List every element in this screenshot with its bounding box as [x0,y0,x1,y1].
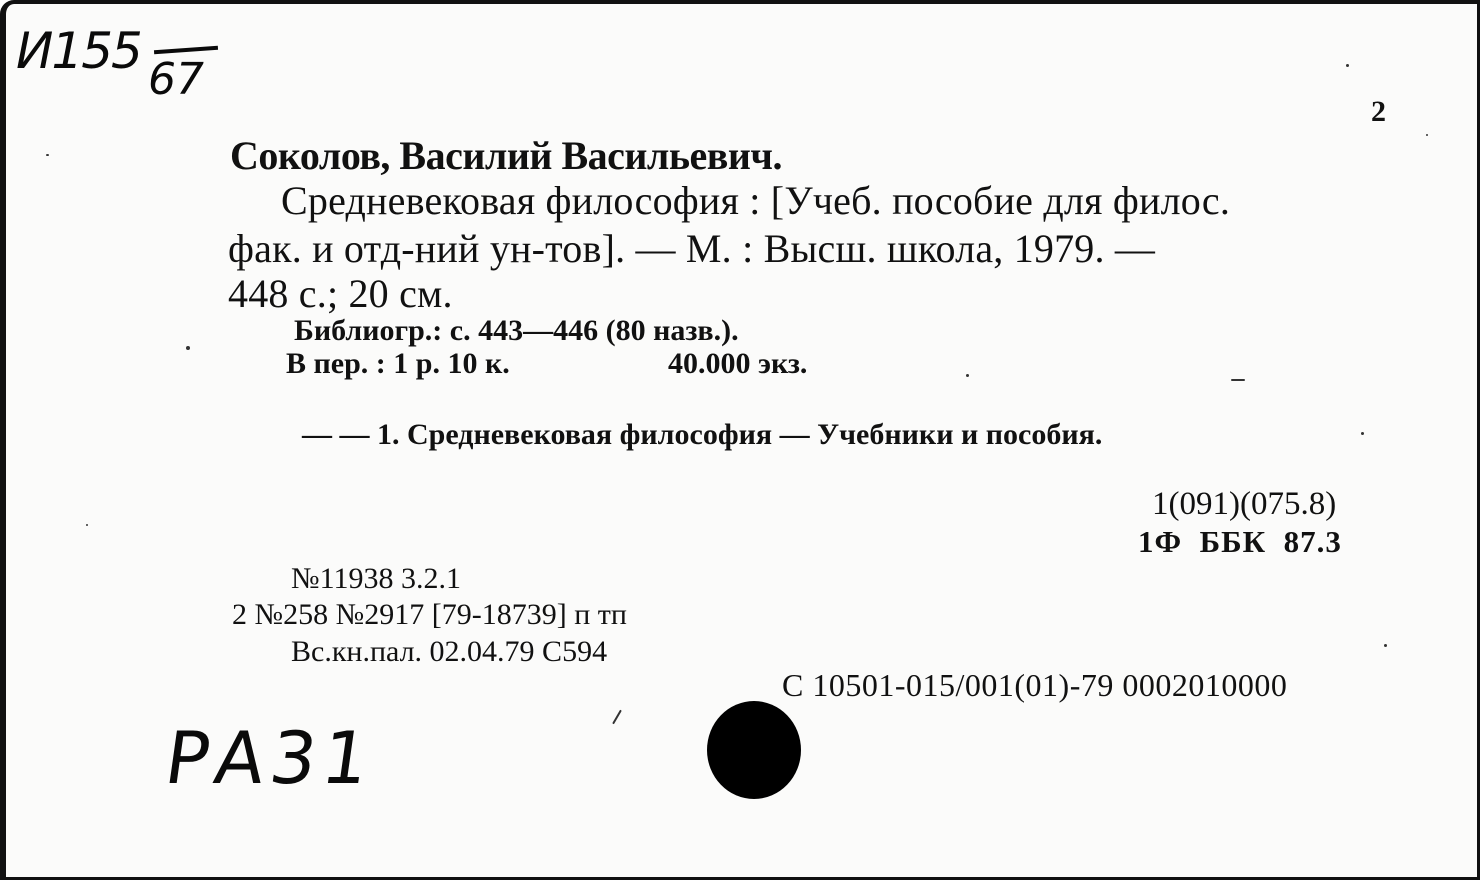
scan-speck [1346,64,1349,67]
author-heading: Соколов, Василий Васильевич. [230,133,782,178]
bbk-index: 1Ф ББК 87.3 [1138,524,1342,559]
handwritten-shelf-mark-sub: 67 [148,54,204,105]
bibliography-note: Библиогр.: с. 443—446 (80 назв.). [294,314,739,347]
scan-speck [1426,134,1428,136]
print-run-note: 40.000 экз. [668,347,808,380]
card-number: 2 [1371,95,1386,128]
description-line: Средневековая философия : [Учеб. пособие для филос. [281,178,1231,223]
handwritten-shelf-mark: И155 [16,22,141,80]
catalog-code-line: С 10501-015/001(01)-79 0002010000 [782,667,1288,703]
scan-speck [46,154,49,156]
scan-speck [1231,379,1245,381]
udc-index: 1(091)(075.8) [1152,486,1337,522]
description-line: фак. и отд-ний ун-тов]. — М. : Высш. школа, 1979. — [228,226,1156,271]
punch-hole [707,701,801,799]
meta-line: №11938 3.2.1 [291,562,462,595]
subject-heading: — — 1. Средневековая философия — Учебники и пособия. [302,418,1103,451]
meta-line: 2 №258 №2917 [79-18739] п тп [232,598,627,631]
description-line: 448 с.; 20 см. [228,271,453,316]
scan-speck [966,374,969,377]
handwritten-code: РА31 [160,716,381,800]
scan-speck [186,346,190,350]
meta-line: Вс.кн.пал. 02.04.79 С594 [291,635,608,668]
scan-speck [612,710,622,725]
scan-speck [86,524,88,526]
scan-speck [1361,432,1364,435]
price-note: В пер. : 1 р. 10 к. [286,347,510,380]
shelf-mark-fraction-bar [154,46,218,54]
scan-speck [1384,644,1387,647]
